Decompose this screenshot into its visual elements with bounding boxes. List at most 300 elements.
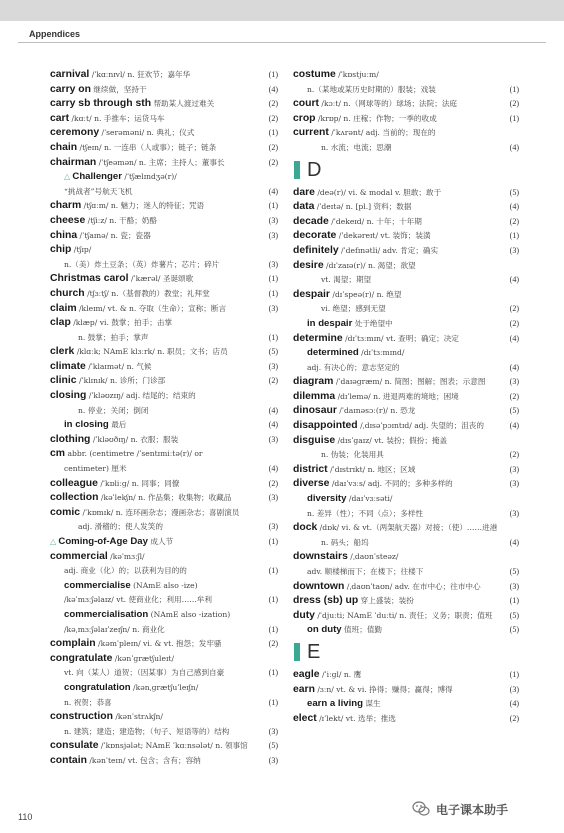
headword: colleague	[50, 477, 98, 489]
entry-definition: /dɪˈtɜːmɪnd/	[358, 348, 405, 358]
entry-definition: /ˈkɒmɪk/ n. 连环画杂志；漫画杂志；喜剧演员	[80, 507, 240, 517]
unit-number: (1)	[267, 696, 278, 711]
headword: diagram	[293, 376, 334, 388]
entry-definition: /kəˌmɜːʃəlaɪˈzeɪʃn/ n. 商业化	[64, 624, 165, 634]
unit-number: (2)	[267, 637, 278, 652]
headword: despair	[293, 288, 330, 300]
headword: chain	[50, 141, 78, 153]
headword: china	[50, 229, 78, 241]
entry-line	[50, 345, 278, 360]
entry-line	[293, 580, 519, 595]
headword: downstairs	[293, 551, 348, 563]
entry-definition: /daɪˈvɜːs/ adj. 不同的；多种多样的	[329, 479, 453, 489]
entry-line	[50, 141, 278, 156]
entry-definition: /ˌdaʊnˈsteəz/	[347, 552, 399, 562]
unit-number: (4)	[508, 200, 519, 215]
unit-number: (5)	[267, 345, 278, 360]
entry-definition: /dɒk/ vi. & vt.（两架航天器）对接；（使）……进港	[317, 523, 498, 533]
entry-definition: /dɪˈzaɪə(r)/ n. 渴望；欲望	[323, 260, 416, 270]
entry-line	[50, 316, 278, 331]
entry-line	[50, 331, 278, 346]
letter-bar	[294, 643, 300, 661]
headword: closing	[50, 390, 87, 402]
headword: dock	[293, 522, 318, 534]
sub-headword: Challenger	[72, 171, 122, 183]
entry-definition: /klɑːk; NAmE klɜːrk/ n. 职员；文书；店员	[74, 347, 228, 357]
entry-line	[50, 739, 278, 754]
entry-line	[50, 754, 278, 769]
unit-number: (2)	[267, 112, 278, 127]
triangle-icon: △	[64, 172, 71, 182]
entry-line	[50, 83, 278, 98]
entry-definition: n. 差异（性）；不同（点）；多样性	[307, 508, 424, 518]
entry-line	[50, 550, 278, 565]
entry-definition: /ˈkɒliːɡ/ n. 同事；同僚	[97, 478, 180, 488]
entry-definition: 谋生	[362, 699, 381, 709]
headword: Christmas carol	[50, 273, 129, 285]
unit-number: (1)	[508, 112, 519, 127]
entry-line	[293, 668, 519, 683]
unit-number: (3)	[508, 477, 519, 492]
headword: eagle	[293, 668, 320, 680]
entry-line	[293, 126, 519, 141]
headword: cm	[50, 448, 66, 460]
headword: duty	[293, 609, 315, 621]
entry-line	[293, 594, 519, 609]
entry-line	[50, 681, 278, 696]
entry-line	[293, 390, 519, 405]
headword: disappointed	[293, 420, 358, 432]
unit-number: (5)	[267, 739, 278, 754]
unit-number: (1)	[267, 535, 278, 550]
unit-number: (2)	[508, 317, 519, 332]
section-title: Appendices	[29, 29, 81, 39]
entry-definition: /deə(r)/ vi. & modal v. 胆敢；敢于	[314, 187, 442, 197]
entry-definition: /kənˈɡrætʃuleɪt/	[112, 653, 174, 663]
entry-line	[50, 214, 278, 229]
entry-line	[50, 243, 278, 258]
letter-heading	[293, 156, 519, 186]
headword: charm	[50, 200, 82, 212]
headword: determine	[293, 332, 343, 344]
headword: chairman	[50, 156, 97, 168]
entry-line	[50, 506, 278, 521]
entry-definition: (NAmE also -ize)	[130, 580, 198, 590]
entry-line	[293, 346, 519, 361]
entry-definition: /ɪˈlekt/ vt. 选举；推选	[316, 713, 396, 723]
entry-definition: /kəˈmɜːʃəlaɪz/ vt. 使商业化；利用……牟利	[64, 595, 212, 605]
header-rule	[18, 42, 546, 43]
headword: costume	[293, 69, 336, 80]
headword: clinic	[50, 375, 77, 387]
entry-definition: /kənˌɡrætʃuˈleɪʃn/	[130, 682, 199, 692]
entry-line	[50, 374, 278, 389]
entry-definition: /dɪsˈɡaɪz/ vt. 装扮；假扮；掩盖	[335, 435, 448, 445]
unit-number: (5)	[508, 609, 519, 624]
entry-definition: /ˈkɑːnɪvl/ n. 狂欢节；嘉年华	[89, 70, 191, 79]
entry-line	[50, 593, 278, 608]
entry-definition: /krɒp/ n. 庄稼；作物；一季的收成	[315, 113, 437, 123]
entry-definition: /ˈiːɡl/ n. 鹰	[319, 669, 362, 679]
unit-number: (3)	[508, 580, 519, 595]
unit-number: (1)	[267, 199, 278, 214]
unit-number: (2)	[267, 477, 278, 492]
headword: cheese	[50, 214, 86, 226]
entry-definition: vt. 向（某人）道贺；（因某事）为自己感到自豪	[64, 668, 225, 678]
entry-line	[50, 725, 278, 740]
entry-line	[293, 112, 519, 127]
entry-definition: adj. 商业（化）的；以获利为目的的	[64, 566, 187, 576]
entry-line	[293, 273, 519, 288]
entry-line	[50, 637, 278, 652]
entry-line	[50, 97, 278, 112]
entry-line	[50, 623, 278, 638]
headword: commercial	[50, 550, 108, 562]
unit-number: (2)	[508, 302, 519, 317]
unit-number: (2)	[508, 712, 519, 727]
entry-line	[50, 579, 278, 594]
entry-definition: vt. 渴望；期望	[321, 275, 372, 285]
unit-number: (3)	[508, 375, 519, 390]
entry-line	[293, 215, 519, 230]
entry-definition: /dɪˈspeə(r)/ n. 绝望	[329, 289, 402, 299]
headword: construction	[50, 711, 113, 723]
entry-line	[293, 68, 519, 83]
headword: diverse	[293, 478, 330, 490]
headword: decorate	[293, 230, 337, 242]
unit-number: (2)	[267, 97, 278, 112]
top-bar	[0, 0, 564, 21]
entry-line	[293, 565, 519, 580]
headword: claim	[50, 302, 77, 314]
unit-number: (3)	[267, 491, 278, 506]
entry-line	[293, 259, 519, 274]
headword: carnival	[50, 69, 90, 80]
entry-definition: n. 建筑；建造；建造物；（句子、短语等的）结构	[64, 726, 230, 736]
entry-definition: /dɪˈtɜːmɪn/ vt. 查明；确定；决定	[342, 333, 459, 343]
entry-line	[293, 404, 519, 419]
entry-definition: n. 祝贺；恭喜	[64, 697, 112, 707]
headword: clerk	[50, 346, 75, 358]
entry-definition: /ˈdɪstrɪkt/ n. 地区；区域	[327, 464, 416, 474]
entry-definition: /ˈdeɪtə/ n. [pl.] 资料；数据	[314, 202, 412, 212]
entry-definition: adv. 顺楼梯而下；在楼下；往楼下	[307, 567, 424, 576]
entry-line	[50, 258, 278, 273]
sub-headword: on duty	[307, 624, 342, 636]
entry-line	[50, 477, 278, 492]
entry-definition: /ˈkləʊzɪŋ/ adj. 结尾的；结束的	[86, 391, 196, 401]
headword: current	[293, 127, 329, 139]
entry-definition: n. 水流；电流；思潮	[321, 142, 392, 152]
entry-definition: /kəmˈpleɪn/ vi. & vt. 抱怨；发牢骚	[95, 639, 222, 649]
entry-line	[50, 462, 278, 477]
entry-definition: /ˈklaɪmət/ n. 气候	[85, 361, 152, 371]
sub-headword: commercialisation	[64, 608, 149, 620]
entry-definition: /klæp/ vi. 鼓掌；拍手；击掌	[70, 318, 173, 328]
headword: climate	[50, 360, 86, 372]
entry-line	[50, 272, 278, 287]
unit-number: (4)	[508, 697, 519, 712]
unit-number: (2)	[508, 390, 519, 405]
sub-headword: determined	[307, 347, 359, 359]
unit-number: (2)	[267, 156, 278, 171]
sub-headword: Coming-of-Age Day	[58, 536, 148, 547]
wechat-icon	[412, 800, 430, 818]
entry-definition: /ˈkləʊðɪŋ/ n. 衣服；服装	[90, 434, 179, 444]
headword: dinosaur	[293, 405, 337, 417]
entry-line	[50, 68, 278, 83]
entry-line	[50, 608, 278, 623]
entry-definition: n. 码头；船坞	[321, 537, 369, 547]
entry-definition: /kənˈstrʌkʃn/	[112, 712, 163, 722]
entry-definition: /ˈdekeɪd/ n. 十年；十年期	[328, 216, 422, 226]
unit-number: (4)	[267, 462, 278, 477]
entry-definition: n.（美）炸土豆条；（英）炸薯片；芯片；碎片	[64, 259, 220, 269]
entry-definition: adj. 滑稽的；使人发笑的	[78, 522, 163, 532]
entry-line	[293, 477, 519, 492]
entry-definition: n. 停业；关闭；倒闭	[78, 405, 149, 415]
entry-line	[293, 332, 519, 347]
unit-number: (4)	[508, 419, 519, 434]
entry-line	[50, 404, 278, 419]
headword: downtown	[293, 580, 345, 592]
unit-number: (1)	[508, 83, 519, 98]
headword: crop	[293, 112, 316, 124]
unit-number: (4)	[508, 273, 519, 288]
unit-number: (3)	[267, 229, 278, 244]
letter-heading-text: D	[307, 158, 322, 181]
entry-definition: /ˈdefɪnətli/ adv. 肯定；确实	[338, 245, 439, 255]
entry-line	[293, 712, 519, 727]
unit-number: (1)	[267, 564, 278, 579]
headword: data	[293, 201, 315, 213]
unit-number: (3)	[508, 463, 519, 478]
entry-definition: /ˈdaɪəɡræm/ n. 简图；图解；图表；示意图	[333, 377, 486, 387]
entry-definition: /ˈkɒnsjələt; NAmE ˈkɑːnsələt/ n. 领事馆	[98, 741, 248, 751]
entry-definition: /ˈdaɪnəsɔː(r)/ n. 恐龙	[336, 406, 416, 416]
unit-number: (5)	[508, 623, 519, 638]
entry-definition: /ˈserəməni/ n. 典礼；仪式	[99, 128, 195, 138]
entry-definition: /daɪˈvɜːsəti/	[346, 494, 393, 504]
entry-definition: /ˈtʃaɪnə/ n. 瓷；瓷器	[77, 230, 151, 240]
unit-number: (2)	[508, 448, 519, 463]
unit-number: (1)	[267, 272, 278, 287]
entry-line	[293, 317, 519, 332]
entry-line	[50, 185, 278, 200]
entry-definition: /ˈtʃeəmən/ n. 主席；主持人；董事长	[96, 157, 225, 167]
entry-definition: centimeter) 厘米	[64, 464, 127, 474]
entry-definition: /tʃiːz/ n. 干酪；奶酪	[85, 215, 157, 225]
entry-definition: 帮助某人渡过难关	[151, 99, 215, 109]
entry-line	[50, 433, 278, 448]
entry-line	[293, 623, 519, 638]
unit-number: (4)	[508, 332, 519, 347]
unit-number: (4)	[267, 404, 278, 419]
unit-number: (3)	[267, 725, 278, 740]
entry-definition: 成人节	[147, 537, 174, 546]
entry-line	[50, 535, 278, 550]
unit-number: (4)	[267, 418, 278, 433]
watermark-text: 电子课本助手	[436, 802, 509, 817]
unit-number: (5)	[508, 565, 519, 580]
entry-line	[50, 652, 278, 667]
entry-line	[293, 229, 519, 244]
headword: disguise	[293, 434, 336, 446]
entry-line	[293, 521, 519, 536]
entry-definition: /ɜːn/ vt. & vi. 挣得；赚得；赢得；博得	[314, 684, 453, 694]
entry-definition: n. 鼓掌；拍手；掌声	[78, 332, 149, 342]
left-column	[50, 68, 278, 769]
entry-line	[50, 666, 278, 681]
unit-number: (1)	[508, 668, 519, 683]
headword: carry sb through sth	[50, 98, 152, 110]
headword: dare	[293, 186, 315, 198]
headword: dilemma	[293, 390, 336, 402]
unit-number: (2)	[508, 97, 519, 112]
headword: congratulate	[50, 652, 113, 664]
entry-line	[50, 696, 278, 711]
entry-definition: /kəˈmɜːʃl/	[107, 551, 145, 561]
entry-definition: /tʃɑːm/ n. 魅力；迷人的特征；咒语	[81, 201, 205, 211]
unit-number: (2)	[267, 374, 278, 389]
headword: clap	[50, 317, 71, 329]
sub-headword: diversity	[307, 493, 347, 505]
sub-headword: earn a living	[307, 698, 363, 710]
unit-number: (3)	[267, 360, 278, 375]
headword: court	[293, 98, 319, 110]
entry-definition: /ˈdekəreɪt/ vt. 装饰；装潢	[336, 231, 431, 241]
entry-line	[293, 419, 519, 434]
entry-line	[293, 375, 519, 390]
entry-definition: 穿上盛装；装扮	[358, 596, 414, 606]
entry-line	[293, 609, 519, 624]
entry-definition: 值班；值勤	[341, 625, 383, 635]
headword: earn	[293, 683, 315, 695]
sub-headword: in closing	[64, 419, 109, 431]
right-column	[293, 68, 519, 726]
unit-number: (3)	[267, 520, 278, 535]
entry-line	[50, 199, 278, 214]
entry-line	[50, 360, 278, 375]
entry-line	[50, 126, 278, 141]
entry-line	[293, 361, 519, 376]
entry-line	[50, 710, 278, 725]
entry-definition: /kəˈlekʃn/ n. 作品集；收集物；收藏品	[98, 493, 232, 503]
unit-number: (1)	[267, 126, 278, 141]
headword: district	[293, 463, 328, 475]
entry-line	[50, 447, 278, 462]
entry-definition: adj. 有决心的；意志坚定的	[307, 362, 400, 372]
entry-line	[293, 463, 519, 478]
unit-number: (1)	[508, 229, 519, 244]
unit-number: (4)	[508, 141, 519, 156]
headword: contain	[50, 754, 87, 766]
unit-number: (3)	[267, 214, 278, 229]
entry-definition: /kɔːt/ n.（网球等的）球场；法院；法庭	[318, 99, 458, 109]
entry-line	[293, 97, 519, 112]
entry-line	[293, 697, 519, 712]
unit-number: (3)	[267, 302, 278, 317]
entry-line	[50, 418, 278, 433]
unit-number: (3)	[508, 507, 519, 522]
sub-headword: in despair	[307, 317, 353, 329]
unit-number: (3)	[267, 433, 278, 448]
entry-line	[50, 156, 278, 171]
letter-heading-text: E	[307, 640, 321, 663]
letter-heading	[293, 638, 519, 668]
entry-definition: /kənˈteɪn/ vt. 包含；含有；容纳	[86, 755, 201, 765]
unit-number: (4)	[267, 185, 278, 200]
headword: collection	[50, 492, 99, 504]
entry-line	[293, 507, 519, 522]
unit-number: (1)	[267, 331, 278, 346]
headword: dress (sb) up	[293, 595, 359, 607]
entry-line	[293, 83, 519, 98]
entry-definition: /ˈdjuːti; NAmE ˈduːti/ n. 责任；义务；职责；值班	[314, 610, 493, 620]
entry-line	[50, 170, 278, 185]
unit-number: (4)	[267, 83, 278, 98]
entry-definition: /ˈkærəl/ 圣诞颂歌	[128, 274, 194, 284]
sub-headword: congratulation	[64, 681, 131, 693]
unit-number: (2)	[267, 141, 278, 156]
entry-definition: 最后	[108, 420, 127, 430]
entry-definition: (NAmE also -ization)	[148, 609, 231, 619]
entry-line	[293, 186, 519, 201]
unit-number: (2)	[508, 215, 519, 230]
headword: comic	[50, 506, 81, 518]
entry-definition: /ˌdɪsəˈpɔɪntɪd/ adj. 失望的；沮丧的	[357, 421, 484, 431]
headword: chip	[50, 244, 72, 256]
entry-line	[293, 550, 519, 565]
entry-line	[293, 302, 519, 317]
unit-number: (5)	[508, 404, 519, 419]
entry-line	[50, 229, 278, 244]
watermark	[412, 796, 560, 822]
headword: desire	[293, 259, 324, 271]
headword: elect	[293, 712, 317, 724]
entry-line	[293, 200, 519, 215]
entry-line	[293, 536, 519, 551]
entry-definition: 处于绝望中	[352, 318, 393, 328]
entry-definition: /ˈtʃælɪndʒə(r)/	[121, 172, 177, 182]
entry-definition: /dɪˈlemə/ n. 进退两难的境地；困境	[335, 391, 459, 401]
headword: clothing	[50, 433, 91, 445]
unit-number: (3)	[267, 754, 278, 769]
entry-definition: /tʃɪp/	[71, 245, 92, 255]
letter-bar	[294, 161, 300, 179]
unit-number: (5)	[508, 186, 519, 201]
entry-definition: /tʃɜːtʃ/ n.（基督教的）教堂；礼拜堂	[84, 288, 210, 298]
triangle-icon: △	[50, 537, 57, 546]
entry-line	[293, 492, 519, 507]
entry-line	[50, 389, 278, 404]
unit-number: (1)	[267, 666, 278, 681]
entry-line	[293, 244, 519, 259]
headword: carry on	[50, 83, 92, 95]
entry-definition: /kleɪm/ vt. & n. 夺取（生命）；宣称；断言	[76, 303, 227, 313]
unit-number: (3)	[508, 683, 519, 698]
headword: cart	[50, 112, 70, 124]
headword: consulate	[50, 740, 99, 752]
unit-number: (3)	[508, 244, 519, 259]
entry-definition: n.（某地或某历史时期的）服装；戏装	[307, 84, 436, 94]
headword: church	[50, 287, 85, 299]
unit-number: (3)	[267, 258, 278, 273]
unit-number: (4)	[508, 361, 519, 376]
headword: complain	[50, 638, 96, 650]
headword: ceremony	[50, 127, 100, 139]
entry-definition: vi. 绝望；感到无望	[321, 304, 386, 314]
